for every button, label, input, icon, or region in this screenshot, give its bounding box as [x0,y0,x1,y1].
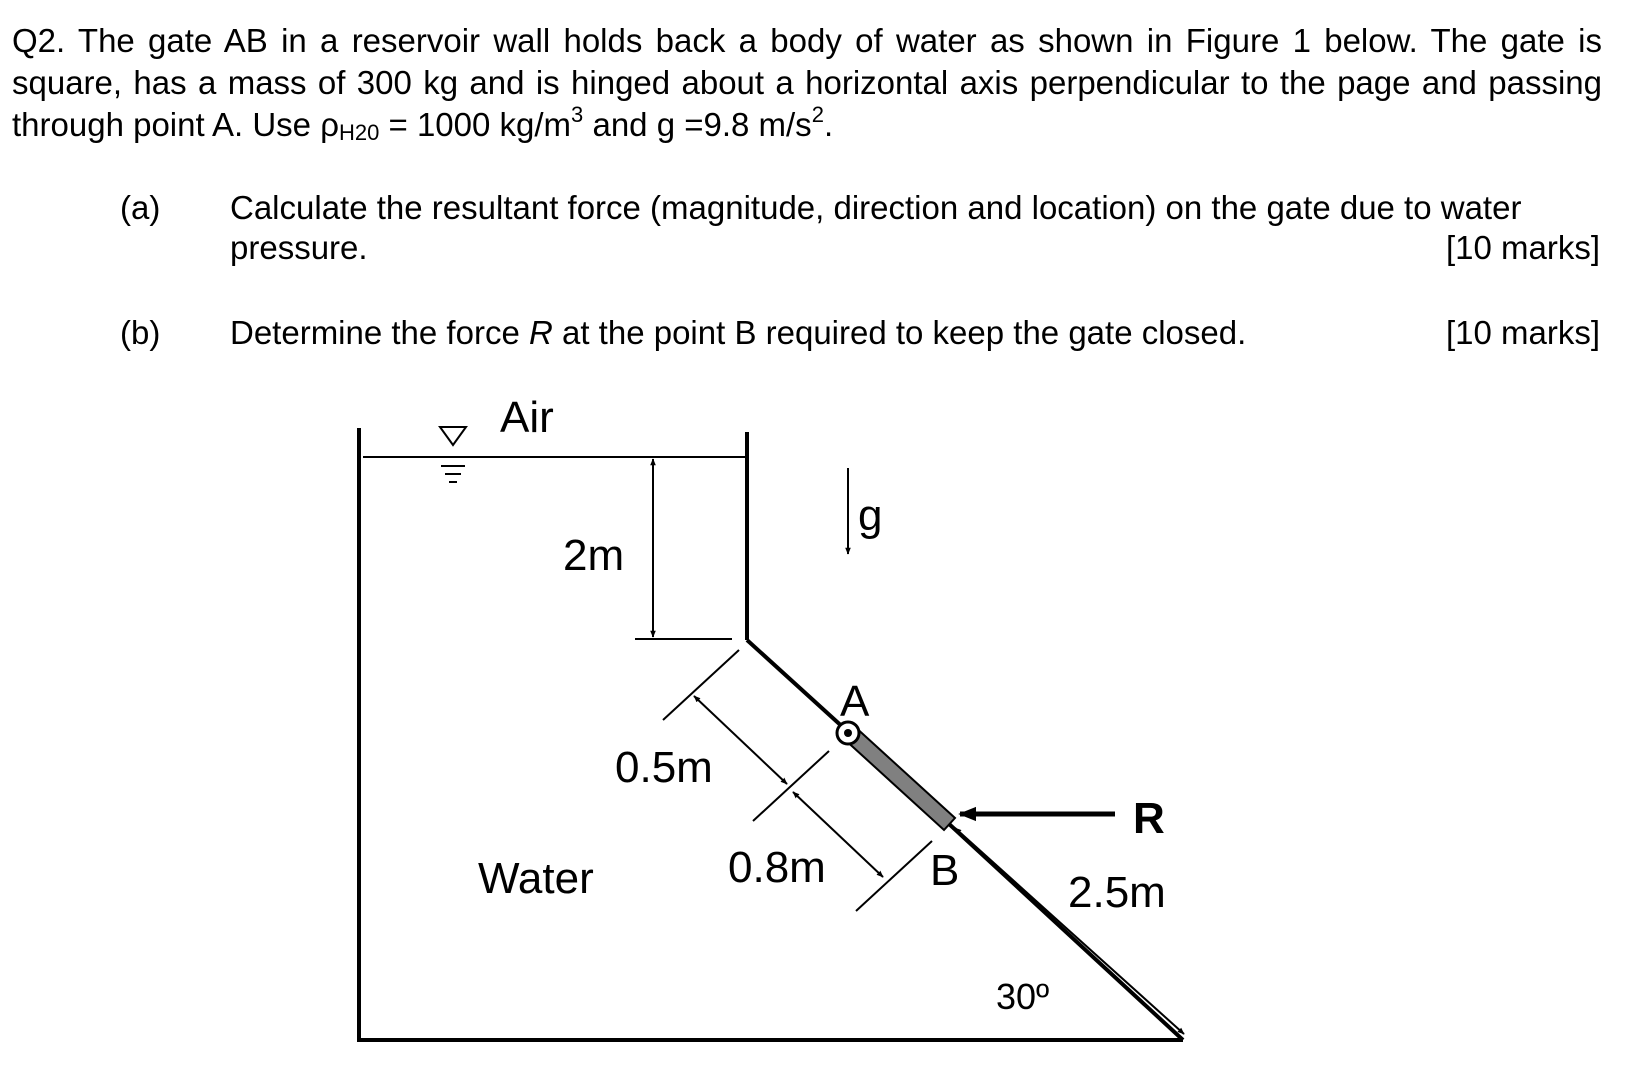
cubed-superscript: 3 [571,102,584,127]
question-number: Q2. [12,22,66,59]
hinge-dimension-label: 0.5m [615,743,713,792]
density-value: = 1000 kg/m [379,106,572,143]
squared-superscript: 2 [811,102,824,127]
rho-symbol: ρ [320,106,339,143]
gravity-value: and g =9.8 m/s [583,106,812,143]
gate-ab [842,725,955,830]
part-b-force-symbol: R [528,314,553,351]
inclined-wall-upper [747,640,846,730]
part-a-marks: [10 marks] [1445,229,1600,266]
free-surface-icon [440,427,466,482]
air-label: Air [500,393,554,442]
water-label: Water [478,854,594,903]
point-a-label: A [840,677,870,726]
incline-dimension-label: 2.5m [1068,868,1166,917]
question-body: The gate AB in a reservoir wall holds back a body of water as shown in Figure 1 below. The gate is square, has a mass of 300 kg and is hinged about a horizontal axis perpendicular to the page and passing through point A. Use [12,22,1603,143]
part-a-label: (a) [120,189,161,226]
depth-label: 2m [563,531,625,580]
inclined-wall-lower [948,823,1183,1040]
part-b-text-before: Determine the force [230,314,529,351]
part-b-label: (b) [120,314,161,351]
angle-label: 30º [996,976,1050,1017]
ext-line-top [663,650,739,720]
question-end: . [823,106,834,143]
part-a-text: Calculate the resultant force (magnitude, direction and location) on the gate due to water pressure. [230,189,1522,266]
ext-line-b [856,841,932,911]
incline-dimension-arrow [955,828,1184,1034]
gate-dimension-label: 0.8m [728,843,826,892]
part-b-marks: [10 marks] [1445,314,1600,351]
part-b-text-after: at the point B required to keep the gate closed. [552,314,1247,351]
gravity-label: g [858,491,883,540]
point-b-label: B [930,846,960,895]
rho-subscript: H20 [338,120,380,145]
force-r-label: R [1133,794,1165,843]
